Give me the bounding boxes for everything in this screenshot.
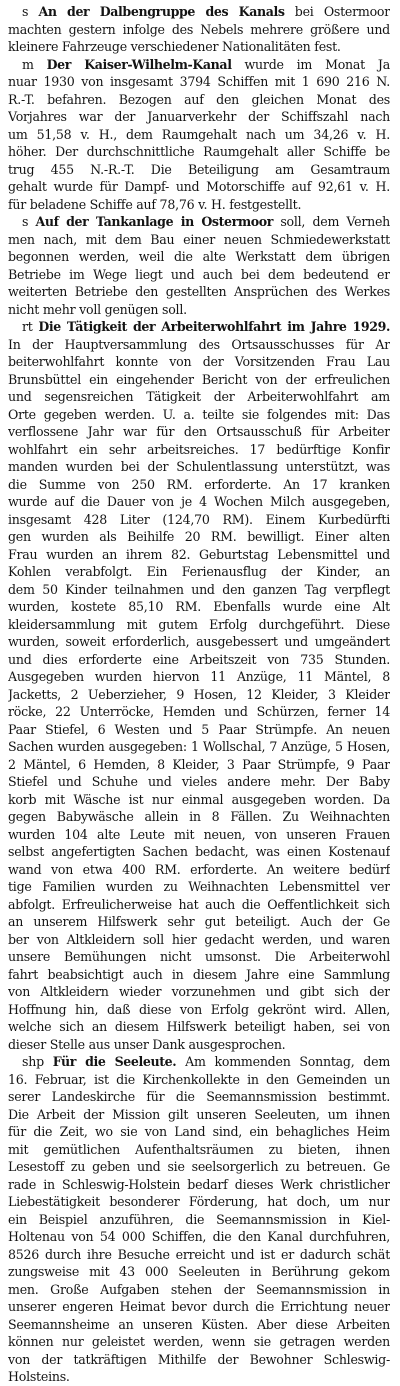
body-text: Betriebe im Wege liegt und auch bei dem bedeutend er — [8, 266, 390, 282]
text-line — [8, 458, 390, 476]
text-line — [8, 266, 390, 284]
body-text: Liebestätigkeit besonderer Förderung, hat doch, um nur — [8, 1194, 390, 1209]
text-line — [8, 1018, 390, 1036]
body-text: um 51,58 v. H., dem Raumgehalt nach um 34,26 v. H. — [8, 126, 390, 142]
text-line — [8, 441, 390, 459]
body-text: unserer engeren Heimat bevor durch die Errichtung neuer — [8, 1299, 390, 1314]
text-line — [8, 633, 390, 651]
body-text: weiterten Betriebe den gestellten Ansprüchen des Werkes — [8, 284, 390, 299]
text-line — [8, 581, 390, 599]
body-text: fahrt beabsichtigt auch in diesem Jahre eine Sammlung — [8, 966, 390, 982]
body-text: Sachen wurden ausgegeben: 1 Wollschal, 7 Anzüge, 5 Hosen, — [8, 739, 390, 754]
body-text: men. Große Aufgaben stehen der Seemannsmission in — [8, 1281, 390, 1297]
body-text: mit gemütlichen Aufenthaltsräumen zu bieten, ihnen — [8, 1141, 390, 1157]
text-line — [8, 231, 390, 249]
body-text: manden wurden bei der Schulentlassung unterstützt, was — [8, 459, 390, 474]
body-text: ber von Altkleidern soll hier gedacht werden, und waren — [8, 931, 390, 947]
text-line — [8, 161, 390, 179]
text-line — [8, 1228, 390, 1246]
body-text: ein Beispiel anzuführen, die Seemannsmission in Kiel- — [8, 1211, 390, 1227]
body-text: wurde auf die Dauer von je 4 Wochen Milch ausgegeben, — [8, 494, 390, 509]
body-text: gen wurden als Beihilfe 20 RM. bewilligt. Einer alten — [8, 529, 390, 544]
text-line — [8, 756, 390, 774]
body-text: wurde im Monat Ja — [231, 56, 390, 72]
text-line — [8, 721, 390, 739]
body-text: gehalt wurde für Dampf- und Motorschiffe auf 92,61 v. H. — [8, 179, 390, 194]
body-text: Stiefel und Schuhe und vieles andere mehr. Der Baby — [8, 774, 390, 789]
text-line — [8, 318, 390, 336]
author-initials: shp — [22, 1054, 53, 1069]
text-line — [8, 1053, 390, 1071]
text-line — [8, 931, 390, 949]
article-headline: An der Dalbengruppe des Kanals — [38, 4, 285, 19]
text-line — [8, 371, 390, 389]
text-line — [8, 73, 390, 91]
text-line — [8, 406, 390, 424]
author-initials: s — [22, 4, 39, 19]
body-text: 16. Februar, ist die Kirchenkollekte in den Gemeinden un — [8, 1071, 390, 1087]
body-text: Paar Stiefel, 6 Westen und 5 Paar Strümpfe. An neuen — [8, 721, 390, 737]
body-text: unsere Bemühungen nicht umsonst. Die Arbeiterwohl — [8, 949, 390, 964]
text-line — [8, 213, 390, 231]
text-line — [8, 301, 390, 319]
body-text: Die Arbeit der Mission gilt unseren Seeleuten, um ihnen — [8, 1106, 390, 1122]
body-text: röcke, 22 Unterröcke, Hemden und Schürzen, ferner 14 — [8, 704, 390, 719]
body-text: wand von etwa 400 RM. erforderte. An weitere bedürf — [8, 861, 390, 877]
text-line — [8, 1316, 390, 1334]
author-initials: s — [22, 214, 36, 229]
text-line — [8, 1298, 390, 1316]
body-text: soll, dem Verneh — [273, 214, 390, 229]
body-text: wohlfahrt ein sehr arbeitsreiches. 17 bedürftige Konfir — [8, 441, 390, 457]
text-line — [8, 511, 390, 529]
body-text: insgesamt 428 Liter (124,70 RM). Einem Kurbedürfti — [8, 511, 390, 527]
body-text: welche sich an diesem Hilfswerk beteiligt haben, sei von — [8, 1019, 390, 1034]
body-text: trug 455 N.-R.-T. Die Beteiligung am Gesamtraum — [8, 161, 390, 177]
text-line — [8, 668, 390, 686]
text-line — [8, 983, 390, 1001]
body-text: rade in Schleswig-Holstein bedarf dieses Werk christlicher — [8, 1176, 390, 1192]
body-text: bei Ostermoor — [284, 4, 390, 19]
text-line — [8, 861, 390, 879]
body-text: verflossene Jahr war für den Ortsausschuß für Arbeiter — [8, 424, 390, 439]
text-line — [8, 108, 390, 126]
body-text: an unserem Hilfswerk sehr gut beteiligt. Auch der Ge — [8, 914, 390, 929]
body-text: Jacketts, 2 Ueberzieher, 9 Hosen, 12 Kleider, 3 Kleider — [8, 686, 390, 702]
text-line — [8, 773, 390, 791]
text-line — [8, 3, 390, 21]
text-line — [8, 493, 390, 511]
article-headline: Für die Seeleute. — [52, 1054, 177, 1069]
body-text: Lesestoff zu geben und sie seelsorgerlich zu betreuen. Ge — [8, 1159, 390, 1174]
text-line — [8, 738, 390, 756]
body-text: 8526 durch ihre Besuche erreicht und ist er dadurch schät — [8, 1246, 390, 1262]
text-line — [8, 1246, 390, 1264]
body-text: für die Zeit, wo sie von Land sind, ein behagliches Heim — [8, 1124, 390, 1139]
article-headline: Die Tätigkeit der Arbeiterwohlfahrt im Jahre 1929. — [38, 319, 390, 334]
news-article-2 — [8, 56, 390, 214]
text-line — [8, 651, 390, 669]
body-text: Brunsbüttel ein eingehender Bericht von der erfreulichen — [8, 371, 390, 387]
body-text: zungsweise mit 43 000 Seeleuten in Berührung gekom — [8, 1264, 390, 1279]
text-line — [8, 353, 390, 371]
text-line — [8, 896, 390, 914]
news-article-1 — [8, 3, 390, 56]
text-line — [8, 1333, 390, 1351]
text-line — [8, 178, 390, 196]
text-line — [8, 1211, 390, 1229]
body-text: Am kommenden Sonntag, dem — [176, 1054, 390, 1069]
body-text: Holsteins. — [8, 1369, 70, 1384]
text-line — [8, 1001, 390, 1019]
body-text: kleinere Fahrzeuge verschiedener Nationalitäten fest. — [8, 39, 341, 54]
body-text: höher. Der durchschnittliche Raumgehalt aller Schiffe be — [8, 144, 390, 159]
text-line — [8, 616, 390, 634]
text-line — [8, 1071, 390, 1089]
text-line — [8, 686, 390, 704]
text-line — [8, 1193, 390, 1211]
body-text: können nur geleistet werden, wenn sie getragen werden — [8, 1334, 390, 1349]
text-line — [8, 1123, 390, 1141]
text-line — [8, 21, 390, 39]
body-text: serer Landeskirche für die Seemannsmission bestimmt. — [8, 1089, 390, 1104]
text-line — [8, 1106, 390, 1124]
text-line — [8, 91, 390, 109]
body-text: dieser Stelle aus unser Dank ausgesprochen. — [8, 1036, 286, 1052]
text-line — [8, 1088, 390, 1106]
body-text: machten gestern infolge des Nebels mehrere größere und — [8, 21, 390, 37]
body-text: Frau wurden an ihrem 82. Geburtstag Lebensmittel und — [8, 546, 390, 562]
text-line — [8, 248, 390, 266]
text-line — [8, 1036, 390, 1054]
body-text: men nach, mit dem Bau einer neuen Schmiedewerkstatt — [8, 231, 390, 247]
article-headline: Der Kaiser-Wilhelm-Kanal — [46, 56, 232, 72]
body-text: gegen Babywäsche allein in 8 Fällen. Zu Weihnachten — [8, 809, 390, 824]
text-line — [8, 791, 390, 809]
body-text: In der Hauptversammlung des Ortsausschusses für Ar — [8, 336, 390, 352]
body-text: wurden, kostete 85,10 RM. Ebenfalls wurde eine Alt — [8, 599, 390, 614]
body-text: wurden 104 alte Leute mit neuen, von unseren Frauen — [8, 826, 390, 842]
article-headline: Auf der Tankanlage in Ostermoor — [35, 214, 274, 229]
text-line — [8, 38, 390, 56]
text-line — [8, 1176, 390, 1194]
news-article-5 — [8, 1053, 390, 1386]
text-line — [8, 476, 390, 494]
news-article-3 — [8, 213, 390, 318]
body-text: 2 Mäntel, 6 Hemden, 8 Kleider, 3 Paar Strümpfe, 9 Paar — [8, 756, 390, 772]
text-line — [8, 913, 390, 931]
body-text: Holtenau von 54 000 Schiffen, die den Kanal durchfuhren, — [8, 1229, 390, 1244]
text-line — [8, 196, 390, 214]
text-line — [8, 808, 390, 826]
text-line — [8, 423, 390, 441]
text-line — [8, 388, 390, 406]
body-text: wurden, soweit erforderlich, ausgebessert und umgeändert — [8, 634, 390, 649]
text-line — [8, 56, 390, 74]
body-text: abfolgt. Erfreulicherweise hat auch die Oeffentlichkeit sich — [8, 896, 390, 912]
body-text: korb mit Wäsche ist nur einmal ausgegeben worden. Da — [8, 791, 390, 807]
body-text: R.-T. befahren. Bezogen auf den gleichen Monat des — [8, 91, 390, 107]
text-line — [8, 143, 390, 161]
text-line — [8, 598, 390, 616]
text-line — [8, 878, 390, 896]
text-line — [8, 528, 390, 546]
text-line — [8, 948, 390, 966]
body-text: Kohlen verabfolgt. Ein Ferienausflug der Kinder, an — [8, 564, 390, 579]
body-text: kleidersammlung mit gutem Erfolg durchgeführt. Diese — [8, 616, 390, 632]
body-text: selbst angefertigten Sachen bedacht, was einen Kostenauf — [8, 844, 390, 859]
text-line — [8, 966, 390, 984]
body-text: begonnen werden, weil die alte Werkstatt dem übrigen — [8, 249, 390, 264]
body-text: beiterwohlfahrt konnte von der Vorsitzenden Frau Lau — [8, 354, 390, 369]
body-text: die Summe von 250 RM. erforderte. An 17 kranken — [8, 476, 390, 492]
body-text: von Altkleidern wieder vorzunehmen und gibt sich der — [8, 984, 390, 999]
author-initials: m — [22, 56, 47, 72]
text-line — [8, 283, 390, 301]
body-text: nuar 1930 von insgesamt 3794 Schiffen mit 1 690 216 N. — [8, 74, 390, 89]
text-line — [8, 1281, 390, 1299]
body-text: Hoffnung hin, daß diese von Erfolg gekrönt wird. Allen, — [8, 1001, 390, 1017]
body-text: Seemannsheime an unseren Küsten. Aber diese Arbeiten — [8, 1316, 390, 1332]
body-text: dem 50 Kinder teilnahmen und den ganzen Tag verpflegt — [8, 581, 390, 597]
body-text: und dies erforderte eine Arbeitszeit von 735 Stunden. — [8, 651, 390, 667]
body-text: Ausgegeben wurden hiervon 11 Anzüge, 11 Mäntel, 8 — [8, 669, 390, 684]
body-text: Vorjahres war der Januarverkehr der Schiffszahl nach — [8, 109, 390, 124]
news-article-4 — [8, 318, 390, 1053]
text-line — [8, 336, 390, 354]
text-line — [8, 546, 390, 564]
body-text: nicht mehr voll genügen soll. — [8, 301, 187, 317]
body-text: von der tatkräftigen Mithilfe der Bewohner Schleswig- — [8, 1351, 390, 1367]
body-text: und segensreichen Tätigkeit der Arbeiterwohlfahrt am — [8, 389, 390, 404]
body-text: tige Familien wurden zu Weihnachten Lebensmittel ver — [8, 879, 390, 894]
text-line — [8, 1351, 390, 1369]
body-text: für beladene Schiffe auf 78,76 v. H. festgestellt. — [8, 196, 302, 212]
author-initials: rt — [22, 319, 39, 334]
text-line — [8, 703, 390, 721]
text-line — [8, 126, 390, 144]
text-line — [8, 563, 390, 581]
text-line — [8, 1368, 390, 1386]
body-text: Orte gegeben werden. U. a. teilte sie folgendes mit: Das — [8, 406, 390, 422]
text-line — [8, 1141, 390, 1159]
text-line — [8, 843, 390, 861]
text-line — [8, 826, 390, 844]
text-line — [8, 1263, 390, 1281]
